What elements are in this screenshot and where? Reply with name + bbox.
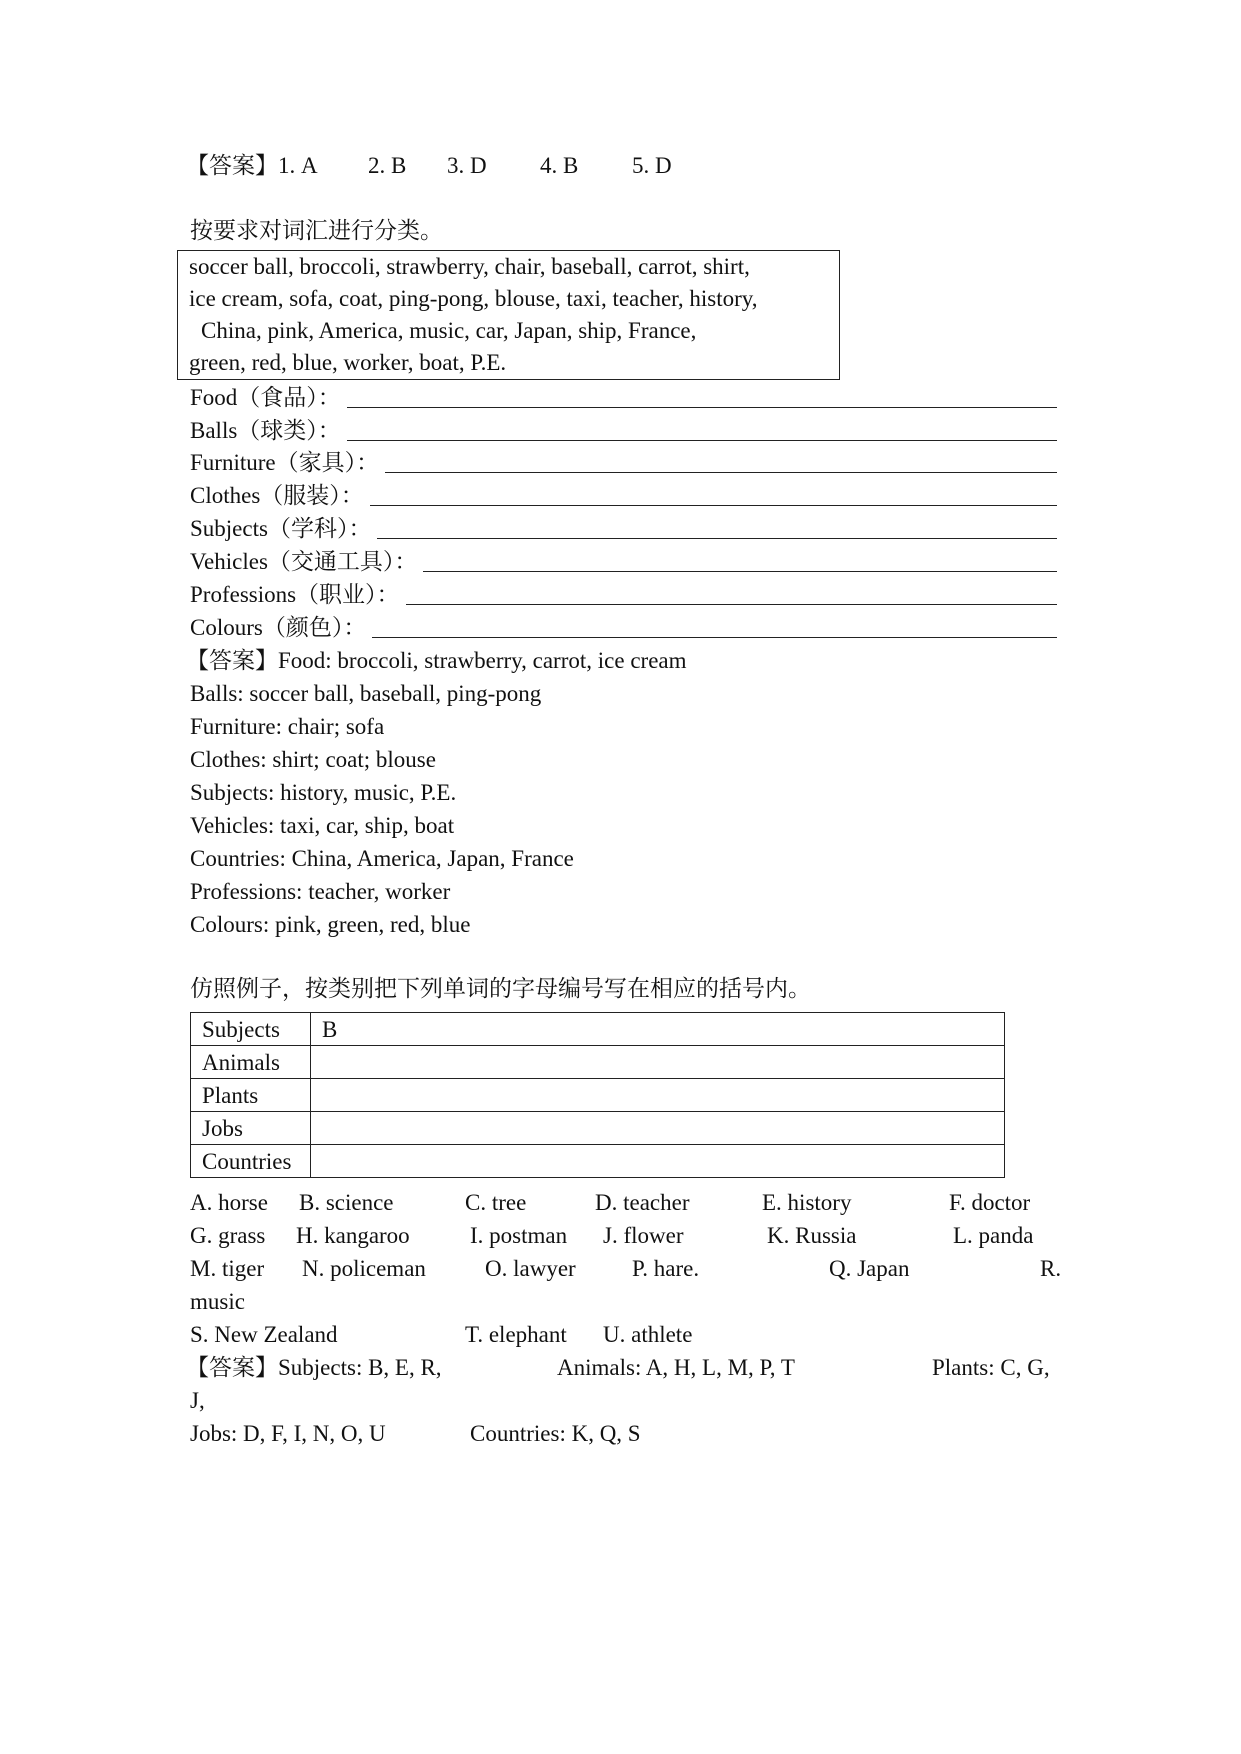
category-row-colours: [190, 612, 1057, 644]
category-row-professions: [190, 579, 1057, 611]
option-item: T. elephant: [465, 1322, 567, 1347]
category-row-vehicles: [190, 546, 1057, 578]
category-row-balls: [190, 415, 1057, 447]
option-item: O. lawyer: [485, 1256, 576, 1281]
answer-item: 2. B: [368, 153, 407, 178]
answer-countries: Countries: K, Q, S: [470, 1421, 641, 1446]
category-table: [190, 1012, 1005, 1178]
table-row: [191, 1145, 1005, 1178]
category-label: Furniture（家具）：: [190, 450, 380, 475]
table-cell-value: [311, 1145, 1005, 1178]
option-item: Q. Japan: [829, 1256, 910, 1281]
option-item: K. Russia: [767, 1223, 857, 1248]
table-row: [191, 1112, 1005, 1145]
answer-prefix: 【答案】: [186, 1355, 278, 1380]
option-item: J. flower: [603, 1223, 684, 1248]
option-item: P. hare.: [632, 1256, 700, 1281]
answer-line: Professions: teacher, worker: [190, 879, 451, 904]
answer-prefix: 【答案】: [186, 153, 278, 178]
category-label: Vehicles（交通工具）：: [190, 549, 418, 574]
answer-item: 5. D: [632, 153, 672, 178]
table-cell-category: Animals: [191, 1046, 311, 1079]
option-item: H. kangaroo: [296, 1223, 410, 1248]
category-label: Subjects（学科）：: [190, 516, 372, 541]
option-item: S. New Zealand: [190, 1322, 338, 1347]
answer-jobs: Jobs: D, F, I, N, O, U: [190, 1421, 386, 1446]
answer-animals: Animals: A, H, L, M, P, T: [557, 1355, 795, 1380]
category-row-clothes: [190, 480, 1057, 512]
answer-blank: [347, 440, 1057, 441]
answer-line: Vehicles: taxi, car, ship, boat: [190, 813, 455, 838]
category-label: Colours（颜色）：: [190, 615, 367, 640]
word-box-line: soccer ball, broccoli, strawberry, chair, baseball, carrot, shirt,: [189, 254, 750, 279]
word-box-line: China, pink, America, music, car, Japan, ship, France,: [201, 318, 697, 343]
table-cell-category: Countries: [191, 1145, 311, 1178]
table-cell-value: [311, 1046, 1005, 1079]
answer-plants-cont: J,: [190, 1388, 205, 1413]
option-item: N. policeman: [302, 1256, 426, 1281]
category-row-food: [190, 382, 1057, 414]
instruction-letters: 仿照例子，按类别把下列单词的字母编号写在相应的括号内。: [190, 976, 811, 1001]
category-row-furniture: [190, 447, 1057, 479]
option-item: A. horse: [190, 1190, 268, 1215]
category-row-subjects: [190, 513, 1057, 545]
option-item: B. science: [299, 1190, 394, 1215]
category-label: Food（食品）：: [190, 385, 341, 410]
option-item: D. teacher: [595, 1190, 690, 1215]
option-item: G. grass: [190, 1223, 266, 1248]
table-cell-value: [311, 1079, 1005, 1112]
answer-blank: [385, 472, 1057, 473]
option-item: music: [190, 1289, 245, 1314]
category-label: Professions（职业）：: [190, 582, 400, 607]
category-label: Clothes（服装）：: [190, 483, 364, 508]
answer-plants: Plants: C, G,: [932, 1355, 1050, 1380]
table-cell-category: Plants: [191, 1079, 311, 1112]
table-cell-category: Subjects: [191, 1013, 311, 1046]
answer-line: Clothes: shirt; coat; blouse: [190, 747, 436, 772]
answer-line: Furniture: chair; sofa: [190, 714, 385, 739]
answer-line: Countries: China, America, Japan, France: [190, 846, 574, 871]
table-row: [191, 1079, 1005, 1112]
option-item: F. doctor: [949, 1190, 1031, 1215]
answer-blank: [372, 637, 1057, 638]
answer-line: [186, 1352, 442, 1384]
word-box-line: green, red, blue, worker, boat, P.E.: [189, 350, 507, 375]
table-row: [191, 1046, 1005, 1079]
answer-item: 4. B: [540, 153, 579, 178]
answer-blank: [406, 604, 1057, 605]
instruction-classify: 按要求对词汇进行分类。: [190, 218, 443, 243]
table-cell-value: B: [311, 1013, 1005, 1046]
answer-line-1: [186, 150, 318, 182]
answer-line: 【答案】Food: broccoli, strawberry, carrot, ice cream: [186, 648, 687, 673]
option-item: C. tree: [465, 1190, 527, 1215]
answer-blank: [347, 407, 1057, 408]
word-box: [177, 250, 840, 380]
answer-line: Subjects: history, music, P.E.: [190, 780, 457, 805]
answer-blank: [377, 538, 1057, 539]
category-label: Balls（球类）：: [190, 418, 341, 443]
option-item: M. tiger: [190, 1256, 265, 1281]
answer-blank: [423, 571, 1057, 572]
table-cell-category: Jobs: [191, 1112, 311, 1145]
option-item: E. history: [762, 1190, 852, 1215]
option-item: L. panda: [953, 1223, 1034, 1248]
answer-item: 3. D: [447, 153, 487, 178]
answer-line: Colours: pink, green, red, blue: [190, 912, 471, 937]
option-item: U. athlete: [603, 1322, 693, 1347]
answer-item: 1. A: [278, 153, 318, 178]
option-item: R.: [1040, 1256, 1062, 1281]
answer-line: Balls: soccer ball, baseball, ping-pong: [190, 681, 542, 706]
table-cell-value: [311, 1112, 1005, 1145]
table-row: [191, 1013, 1005, 1046]
answer-subjects: Subjects: B, E, R,: [278, 1355, 442, 1380]
word-box-line: ice cream, sofa, coat, ping-pong, blouse, taxi, teacher, history,: [189, 286, 758, 311]
answer-blank: [370, 505, 1057, 506]
option-item: I. postman: [470, 1223, 568, 1248]
